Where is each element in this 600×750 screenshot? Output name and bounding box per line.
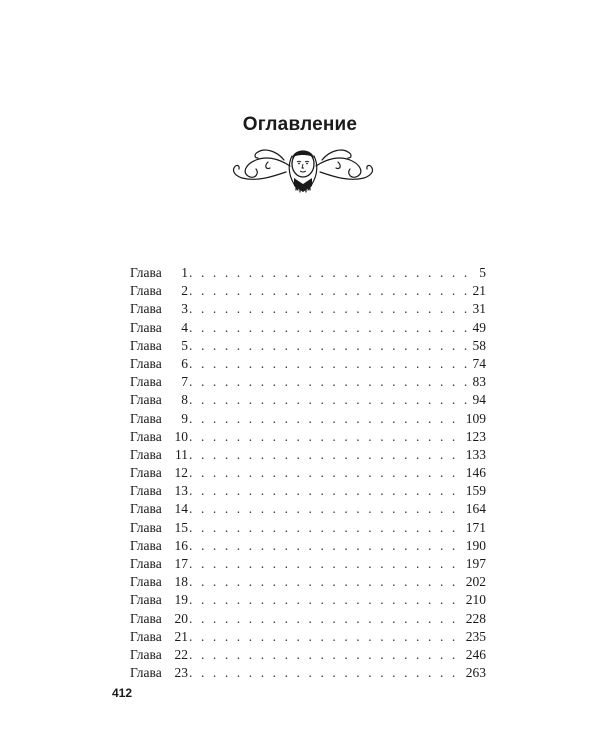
toc-chapter-number: 19 xyxy=(174,592,188,608)
toc-chapter-word: Глава xyxy=(130,319,162,335)
toc-entry xyxy=(130,300,486,318)
toc-chapter-word: Глава xyxy=(130,646,162,662)
toc-entry xyxy=(130,646,486,664)
toc-dot-leader xyxy=(189,482,463,500)
toc-entry xyxy=(130,482,486,500)
toc-entry xyxy=(130,355,486,373)
toc-page-number: 202 xyxy=(465,574,486,590)
toc-chapter-number: 1 xyxy=(181,265,188,280)
toc-chapter-word: Глава xyxy=(130,301,162,317)
toc-entry xyxy=(130,555,486,573)
toc-page-number: 74 xyxy=(472,355,486,371)
toc-chapter-word: Глава xyxy=(130,355,162,371)
toc-chapter-number: 18 xyxy=(174,574,188,590)
toc-dot-leader xyxy=(189,537,463,555)
toc-chapter-number: 14 xyxy=(174,501,188,517)
toc-page-number: 146 xyxy=(465,465,486,481)
toc-page-number: 190 xyxy=(465,537,486,553)
toc-chapter-word: Глава xyxy=(130,410,162,426)
toc-page-number: 210 xyxy=(465,592,486,608)
toc-chapter-number: 23 xyxy=(174,665,188,681)
toc-dot-leader xyxy=(189,300,470,318)
toc-dot-leader xyxy=(189,500,463,518)
toc-dot-leader xyxy=(189,646,463,664)
toc-dot-leader xyxy=(189,264,476,282)
toc-dot-leader xyxy=(189,628,463,646)
toc-entry xyxy=(130,337,486,355)
toc-entry xyxy=(130,391,486,409)
toc-dot-leader xyxy=(189,573,463,591)
toc-page-number: 159 xyxy=(465,483,486,499)
toc-chapter-number: 13 xyxy=(174,483,188,499)
toc-chapter-word: Глава xyxy=(130,374,162,390)
toc-entry xyxy=(130,282,486,300)
toc-chapter-word: Глава xyxy=(130,265,162,280)
toc-chapter-number: 22 xyxy=(174,646,188,662)
toc-chapter-number: 3 xyxy=(181,301,188,317)
toc-dot-leader xyxy=(189,464,463,482)
toc-entry xyxy=(130,410,486,428)
toc-chapter-number: 8 xyxy=(181,392,188,408)
toc-chapter-word: Глава xyxy=(130,446,162,462)
toc-chapter-number: 6 xyxy=(181,355,188,371)
toc-dot-leader xyxy=(189,610,463,628)
toc-entry xyxy=(130,500,486,518)
toc-dot-leader xyxy=(189,664,463,682)
toc-chapter-number: 21 xyxy=(174,628,188,644)
toc-entry xyxy=(130,573,486,591)
page-title: Оглавление xyxy=(242,114,358,135)
toc-chapter-word: Глава xyxy=(130,610,162,626)
toc-chapter-number: 20 xyxy=(174,610,188,626)
toc-dot-leader xyxy=(189,355,470,373)
toc-chapter-number: 2 xyxy=(181,283,188,299)
toc-entry xyxy=(130,537,486,555)
toc-chapter-word: Глава xyxy=(130,483,162,499)
toc-dot-leader xyxy=(189,519,463,537)
toc-chapter-word: Глава xyxy=(130,592,162,608)
page-number: 412 xyxy=(112,686,133,700)
toc-dot-leader xyxy=(189,282,470,300)
toc-page-number: 109 xyxy=(465,410,486,426)
toc-chapter-word: Глава xyxy=(130,465,162,481)
toc-dot-leader xyxy=(189,337,470,355)
toc-page-number: 164 xyxy=(465,501,486,517)
table-of-contents xyxy=(130,264,486,682)
toc-chapter-number: 16 xyxy=(174,537,188,553)
toc-chapter-number: 10 xyxy=(174,428,188,444)
toc-dot-leader xyxy=(189,391,470,409)
toc-chapter-word: Глава xyxy=(130,556,162,571)
toc-entry xyxy=(130,628,486,646)
toc-page-number: 171 xyxy=(465,519,486,535)
toc-page-number: 228 xyxy=(465,610,486,626)
toc-chapter-word: Глава xyxy=(130,537,162,553)
toc-page-number: 133 xyxy=(465,446,486,462)
toc-chapter-word: Глава xyxy=(130,628,162,644)
toc-entry xyxy=(130,519,486,537)
toc-dot-leader xyxy=(189,591,463,609)
toc-page-number: 83 xyxy=(472,374,486,390)
toc-dot-leader xyxy=(189,555,463,573)
toc-page-number: 21 xyxy=(472,283,486,299)
toc-page-number: 5 xyxy=(479,265,486,280)
toc-dot-leader xyxy=(189,373,470,391)
toc-chapter-word: Глава xyxy=(130,665,162,681)
toc-page-number: 235 xyxy=(465,628,486,644)
toc-entry xyxy=(130,446,486,464)
toc-entry xyxy=(130,610,486,628)
toc-page-number: 94 xyxy=(472,392,486,408)
toc-chapter-word: Глава xyxy=(130,501,162,517)
toc-page-number: 49 xyxy=(472,319,486,335)
toc-chapter-word: Глава xyxy=(130,337,162,353)
cherub-face-scroll-ornament-icon xyxy=(228,138,378,194)
toc-page-number: 58 xyxy=(472,337,486,353)
toc-chapter-word: Глава xyxy=(130,392,162,408)
toc-chapter-word: Глава xyxy=(130,428,162,444)
toc-chapter-number: 9 xyxy=(181,410,188,426)
toc-dot-leader xyxy=(189,410,463,428)
toc-chapter-word: Глава xyxy=(130,519,162,535)
toc-dot-leader xyxy=(189,446,463,464)
toc-chapter-number: 7 xyxy=(181,374,188,390)
toc-entry xyxy=(130,264,486,282)
toc-entry xyxy=(130,464,486,482)
toc-dot-leader xyxy=(189,428,463,446)
toc-page-number: 246 xyxy=(465,646,486,662)
toc-chapter-number: 11 xyxy=(175,446,188,462)
toc-page-number: 31 xyxy=(472,301,486,317)
toc-entry xyxy=(130,319,486,337)
toc-entry xyxy=(130,664,486,682)
toc-entry xyxy=(130,373,486,391)
toc-dot-leader xyxy=(189,319,470,337)
toc-page-number: 123 xyxy=(465,428,486,444)
toc-page-number: 197 xyxy=(465,556,486,571)
toc-chapter-word: Глава xyxy=(130,574,162,590)
toc-chapter-number: 12 xyxy=(174,465,188,481)
toc-chapter-number: 4 xyxy=(181,319,188,335)
toc-page-number: 263 xyxy=(465,665,486,681)
toc-chapter-number: 15 xyxy=(174,519,188,535)
toc-entry xyxy=(130,591,486,609)
toc-chapter-number: 5 xyxy=(181,337,188,353)
toc-entry xyxy=(130,428,486,446)
toc-chapter-word: Глава xyxy=(130,283,162,299)
toc-chapter-number: 17 xyxy=(174,556,188,571)
